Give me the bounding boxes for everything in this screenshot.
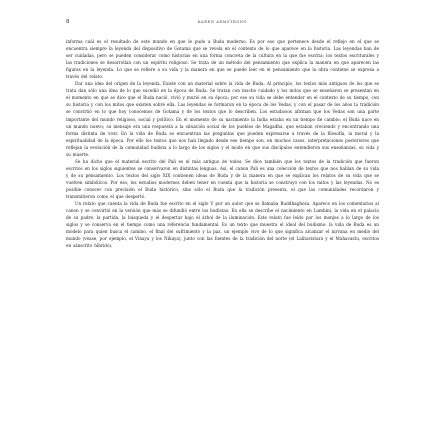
running-head: KAREN ARMSTRONG (197, 20, 248, 24)
page-body (66, 38, 379, 430)
paragraph-3: Se ha dicho que el material escrito del Pali es el más antiguo de todos. Se dice también que los textos de la tradición que fueron escritos en los siglos siguientes se conservaron en distintas lenguas. Así, el canon Pali es una colección de textos que nos hablan de su vida y de su pensamiento. Los textos del siglo XIX contienen ideas de Buda y de la manera en que se explican los relatos de su vida que se vuelven simbólicos. Por eso, los estudios modernos deben tener en cuenta que la historia se construyó con los mitos y las leyendas. No es posible conocer con precisión el Buda histórico, sino sólo el Buda que la tradición presenta, el que las comunidades recordaron y transmitieron como el que despertó. (66, 158, 379, 200)
page-header (66, 19, 379, 28)
page-number: 8 (66, 19, 70, 25)
paragraph-1: informa cuál es el resultado de este mundo en que le pudo a Buda moderno. Es por eso que pertenece desde el reflejo en el que se encuentra siempre la leyenda del dispositivo de Gotama que se revela en el contexto de lo que aparece en la historia. Las leyendas han de ser cuidadas, pero se pueden considerar como historias en una forma concreta de la cultura en la que fue escrita; los textos escriturales y las tradiciones se desarrollan con un espíritu religioso. Se trata de un método del pensamiento que explica la manera en que aparecen las figuras en la leyenda. Lo que se refiere a su vida y la manera en que se puede leer en el pensamiento que la obra contiene se expresa a través del relato. (66, 39, 379, 80)
paragraph-4: Un relato que cuenta la vida de Buda fue escrito en el siglo V por un autor que se llamaba Buddhaghosa. Aparece en los comentarios al canon y se convirtió en la versión que más se difundió entre los budistas. En ella se describe el nacimiento en Lumbini, la vida en el palacio de su padre, la partida, la búsqueda y el despertar bajo el árbol de la iluminación. Este relato fue leído por los monjes a lo largo de los siglos y se conserva en el tiempo como una referencia fundamental. Es un texto que muestra el ideal del budismo: la vida de Buda es un modelo para quien busca el camino, el final del sufrimiento y la paz, un ejemplo vivo de lo que significa alcanzar el nirvana en medio del mundo (véase, por ejemplo, el Vinaya y los Nikaya), junto con las fuentes de la tradición del norte (el Lalitavistara y el Mahavastu, escritos en sánscrito híbrido). (66, 201, 379, 249)
paragraph-2: Dar una idea del origen de la leyenda. Existe con un material sobre la vida de Buda. Al principio, los textos más antiguos de los que se trata dan sólo una idea de lo que sucedió en la época de Buda. Se tratan con mucho cuidado y los mitos que se enseñaron se presentan en el momento en que se dice que el Buda nació, vivió y murió en su época; por eso su vida se debe entender en el contexto de su tiempo, con su historia y con los mitos que existen sobre ella. Las leyendas se formaron en la época de los Vedas, y con el pasar de los años la tradición se convirtió en lo que hoy conocemos de Gotama y de los textos que lo describen. Los estudiosos afirman que los Vedas son una parte importante del mundo religioso, social y político. En el momento de su nacimiento la India estaba en un tiempo de cambio: el Buda nace en un mundo nuevo; su mensaje era una respuesta a la situación social de los pueblos de Magadha, que estaban creciendo y encontrando una forma distinta de vivir. En la vida de Buda se encuentran las preguntas que pueden expresarse a través de la filosofía, la moral y la espiritualidad de la época. Por ello los textos que nos han llegado desde ese tiempo son, en muchos casos, interpretaciones posteriores que reflejan la evolución de la comunidad budista a lo largo de los siglos y el modo en que sus discípulos entendieron sus enseñanzas, su vida y su muerte. (66, 81, 379, 157)
